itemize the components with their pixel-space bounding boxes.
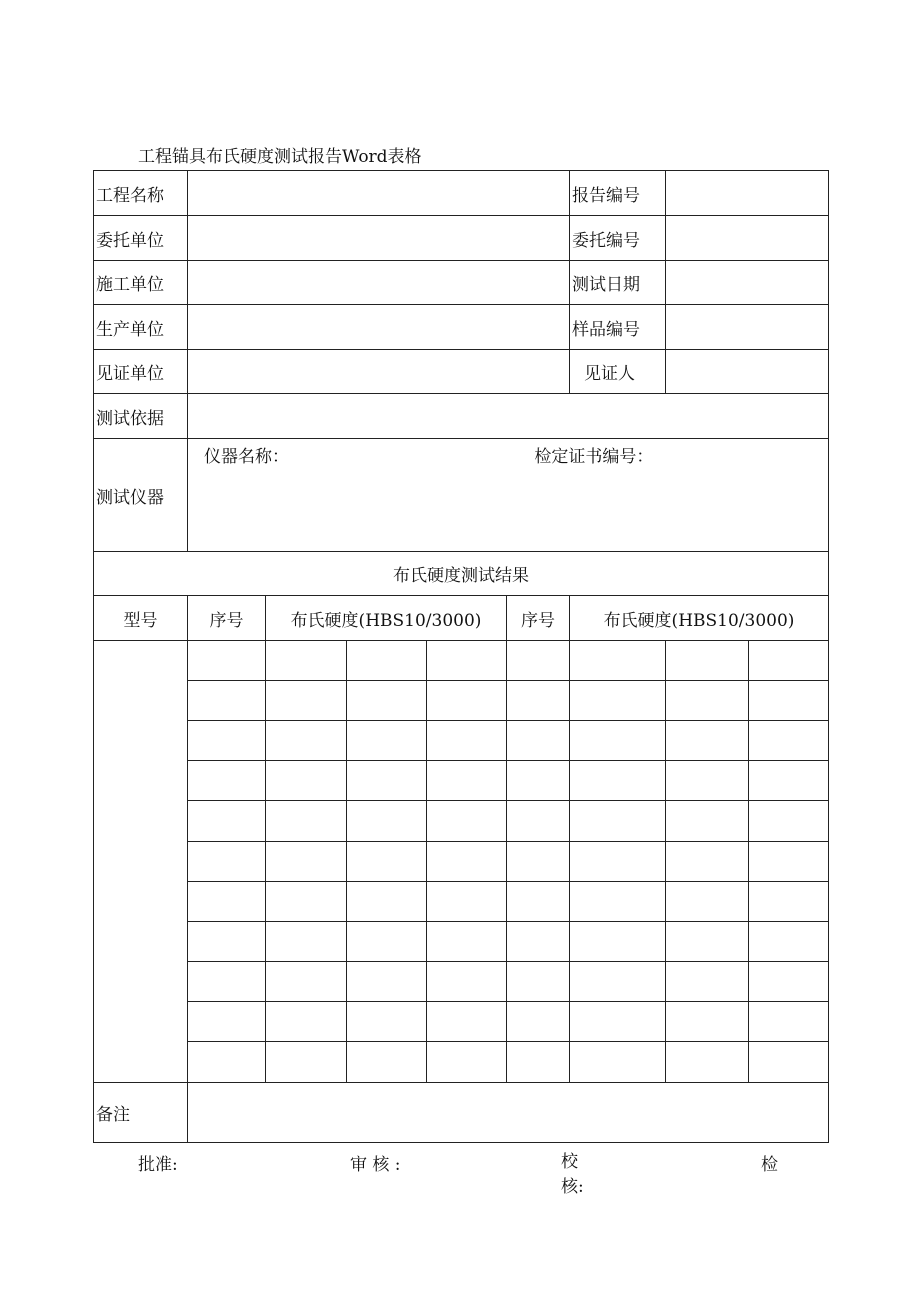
value-sample-no[interactable] (666, 305, 829, 350)
header-hardness-1: 布氏硬度(HBS10/3000) (266, 596, 507, 641)
result-cell[interactable] (749, 1002, 829, 1042)
result-cell[interactable] (188, 842, 266, 882)
results-row (94, 1042, 829, 1083)
certificate-no-label: 检定证书编号： (534, 447, 654, 467)
results-row (94, 761, 829, 801)
result-cell[interactable] (749, 721, 829, 761)
result-cell[interactable] (666, 681, 749, 721)
result-cell[interactable] (427, 801, 507, 842)
result-cell[interactable] (266, 801, 347, 842)
result-cell[interactable] (749, 962, 829, 1002)
result-cell[interactable] (347, 801, 427, 842)
results-row (94, 801, 829, 842)
result-cell[interactable] (749, 761, 829, 801)
label-witness: 见证人 (570, 350, 666, 394)
result-cell[interactable] (266, 1002, 347, 1042)
value-witness[interactable] (666, 350, 829, 394)
result-cell[interactable] (507, 681, 570, 721)
footer-check-line1: 校 (561, 1152, 578, 1172)
value-project-name[interactable] (188, 171, 570, 216)
result-cell[interactable] (427, 721, 507, 761)
result-cell[interactable] (266, 641, 347, 681)
result-cell[interactable] (570, 761, 666, 801)
result-cell[interactable] (427, 1002, 507, 1042)
result-cell[interactable] (570, 1002, 666, 1042)
label-construction-unit: 施工单位 (94, 261, 188, 305)
result-cell[interactable] (188, 761, 266, 801)
header-model: 型号 (94, 596, 188, 641)
report-table (93, 170, 829, 1143)
result-cell[interactable] (507, 641, 570, 681)
result-cell[interactable] (266, 882, 347, 922)
result-cell[interactable] (749, 801, 829, 842)
footer-check (561, 1150, 584, 1200)
result-cell[interactable] (188, 681, 266, 721)
footer-review: 审 核 : (350, 1155, 401, 1175)
result-cell[interactable] (347, 1042, 427, 1083)
result-cell[interactable] (749, 842, 829, 882)
result-cell[interactable] (266, 842, 347, 882)
value-remarks[interactable] (188, 1083, 829, 1143)
result-cell[interactable] (666, 882, 749, 922)
results-title-row (94, 552, 829, 596)
header-hardness-2: 布氏硬度(HBS10/3000) (570, 596, 829, 641)
instrument-name-label: 仪器名称： (204, 447, 289, 467)
footer-approve: 批准: (138, 1155, 178, 1175)
result-cell[interactable] (188, 962, 266, 1002)
result-cell[interactable] (507, 1042, 570, 1083)
info-row (94, 261, 829, 305)
info-row (94, 216, 829, 261)
result-cell[interactable] (749, 681, 829, 721)
header-seq-1: 序号 (188, 596, 266, 641)
header-seq-2: 序号 (507, 596, 570, 641)
result-cell[interactable] (749, 1042, 829, 1083)
label-test-basis: 测试依据 (94, 394, 188, 439)
results-header-row (94, 596, 829, 641)
result-cell[interactable] (570, 922, 666, 962)
label-client: 委托单位 (94, 216, 188, 261)
result-cell[interactable] (570, 721, 666, 761)
result-cell[interactable] (507, 842, 570, 882)
results-row (94, 882, 829, 922)
result-cell[interactable] (188, 922, 266, 962)
result-cell[interactable] (570, 681, 666, 721)
label-test-instrument: 测试仪器 (94, 439, 188, 552)
result-cell[interactable] (188, 1042, 266, 1083)
info-row (94, 305, 829, 350)
result-cell[interactable] (749, 922, 829, 962)
value-witness-unit[interactable] (188, 350, 570, 394)
value-report-no[interactable] (666, 171, 829, 216)
result-cell[interactable] (427, 922, 507, 962)
label-test-date: 测试日期 (570, 261, 666, 305)
result-cell[interactable] (666, 842, 749, 882)
results-row (94, 681, 829, 721)
info-row (94, 171, 829, 216)
value-test-basis[interactable] (188, 394, 829, 439)
result-cell[interactable] (749, 882, 829, 922)
result-cell[interactable] (188, 1002, 266, 1042)
value-construction-unit[interactable] (188, 261, 570, 305)
label-witness-unit: 见证单位 (94, 350, 188, 394)
result-cell[interactable] (570, 641, 666, 681)
result-cell[interactable] (266, 721, 347, 761)
result-cell[interactable] (347, 721, 427, 761)
result-cell[interactable] (427, 882, 507, 922)
result-cell[interactable] (507, 721, 570, 761)
result-cell[interactable] (570, 1042, 666, 1083)
label-sample-no: 样品编号 (570, 305, 666, 350)
result-cell[interactable] (427, 842, 507, 882)
label-report-no: 报告编号 (570, 171, 666, 216)
result-cell[interactable] (347, 681, 427, 721)
result-cell[interactable] (507, 882, 570, 922)
result-cell[interactable] (570, 962, 666, 1002)
result-cell[interactable] (347, 922, 427, 962)
label-project-name: 工程名称 (94, 171, 188, 216)
result-cell[interactable] (427, 641, 507, 681)
result-cell[interactable] (666, 922, 749, 962)
result-cell[interactable] (427, 761, 507, 801)
instrument-detail-cell[interactable] (188, 439, 829, 552)
result-cell[interactable] (666, 1002, 749, 1042)
result-cell[interactable] (427, 681, 507, 721)
result-cell[interactable] (188, 801, 266, 842)
value-client[interactable] (188, 216, 570, 261)
result-cell[interactable] (666, 962, 749, 1002)
footer-inspect: 检 (761, 1155, 778, 1175)
results-row (94, 1002, 829, 1042)
result-cell[interactable] (749, 641, 829, 681)
label-remarks: 备注 (94, 1083, 188, 1143)
results-row (94, 922, 829, 962)
result-cell[interactable] (507, 801, 570, 842)
result-cell[interactable] (507, 1002, 570, 1042)
label-commission-no: 委托编号 (570, 216, 666, 261)
result-cell[interactable] (347, 882, 427, 922)
result-cell[interactable] (666, 1042, 749, 1083)
result-cell[interactable] (266, 962, 347, 1002)
result-cell[interactable] (507, 922, 570, 962)
result-cell[interactable] (347, 1002, 427, 1042)
result-cell[interactable] (507, 761, 570, 801)
label-manufacturer: 生产单位 (94, 305, 188, 350)
result-cell[interactable] (666, 801, 749, 842)
model-cell[interactable] (94, 641, 188, 1083)
result-cell[interactable] (347, 962, 427, 1002)
result-cell[interactable] (188, 882, 266, 922)
info-row (94, 350, 829, 394)
value-commission-no[interactable] (666, 216, 829, 261)
remarks-row (94, 1083, 829, 1143)
result-cell[interactable] (266, 1042, 347, 1083)
result-cell[interactable] (507, 962, 570, 1002)
result-cell[interactable] (666, 641, 749, 681)
value-manufacturer[interactable] (188, 305, 570, 350)
result-cell[interactable] (666, 721, 749, 761)
result-cell[interactable] (570, 842, 666, 882)
result-cell[interactable] (347, 842, 427, 882)
result-cell[interactable] (188, 641, 266, 681)
result-cell[interactable] (266, 761, 347, 801)
result-cell[interactable] (266, 681, 347, 721)
instrument-row (94, 439, 829, 552)
results-row (94, 721, 829, 761)
footer-check-line2: 核: (561, 1177, 584, 1197)
result-cell[interactable] (427, 1042, 507, 1083)
result-cell[interactable] (666, 761, 749, 801)
result-cell[interactable] (570, 801, 666, 842)
result-cell[interactable] (427, 962, 507, 1002)
value-test-date[interactable] (666, 261, 829, 305)
result-cell[interactable] (188, 721, 266, 761)
results-row (94, 842, 829, 882)
result-cell[interactable] (266, 922, 347, 962)
result-cell[interactable] (347, 761, 427, 801)
result-cell[interactable] (570, 882, 666, 922)
document-title: 工程锚具布氏硬度测试报告Word表格 (138, 147, 422, 167)
result-cell[interactable] (347, 641, 427, 681)
basis-row (94, 394, 829, 439)
results-row (94, 641, 829, 681)
results-row (94, 962, 829, 1002)
results-section-title: 布氏硬度测试结果 (94, 552, 829, 596)
